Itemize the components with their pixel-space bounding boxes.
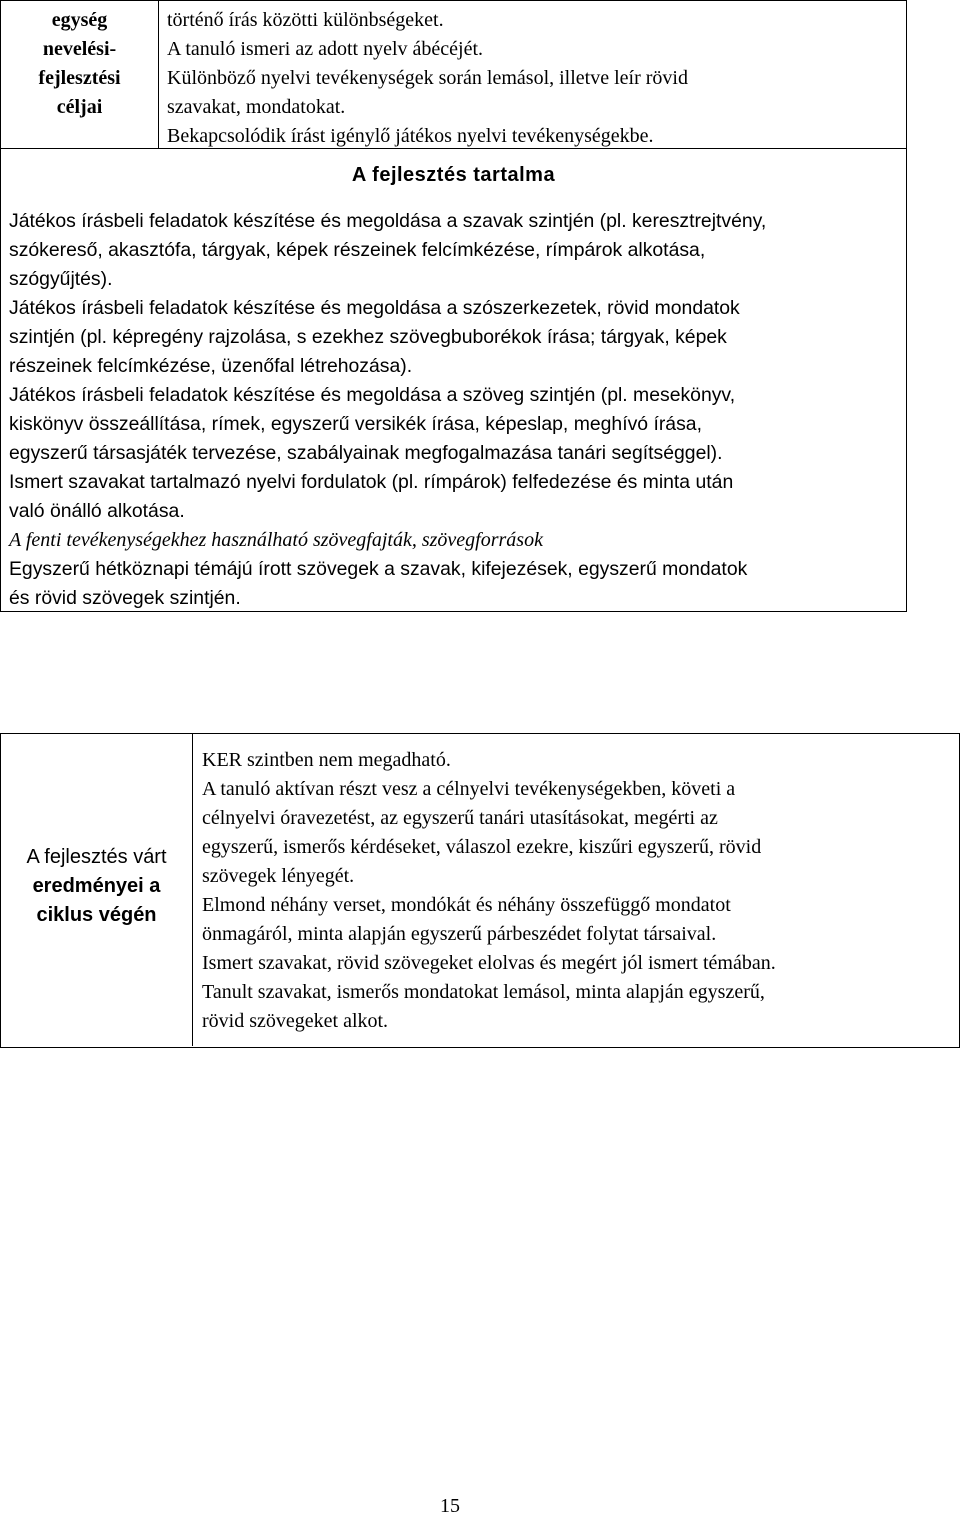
results-label-line: ciklus végén	[36, 903, 157, 926]
body-line: egyszerű társasjáték tervezése, szabályainak megfogalmazása tanári segítséggel).	[9, 442, 723, 464]
body-line: Egyszerű hétköznapi témájú írott szövegek a szavak, kifejezések, egyszerű mondatok	[9, 558, 748, 580]
results-text-cell	[202, 746, 957, 1036]
body-line: szintjén (pl. képregény rajzolása, s ezekhez szövegbuborékok írása; tárgyak, képek	[9, 326, 727, 348]
content-body	[9, 207, 899, 613]
text-types-subheading: A fenti tevékenységekhez használható szövegfajták, szövegforrások	[9, 529, 543, 551]
goals-label-line: fejlesztési	[38, 67, 121, 89]
body-line: Ismert szavakat tartalmazó nyelvi fordulatok (pl. rímpárok) felfedezése és minta után	[9, 471, 734, 493]
goals-label-line: nevelési-	[42, 38, 117, 60]
body-line: Játékos írásbeli feladatok készítése és megoldása a szavak szintjén (pl. keresztrejtvény,	[9, 210, 767, 232]
results-line: Ismert szavakat, rövid szövegeket elolvas és megért jól ismert témában.	[202, 952, 776, 974]
results-line: szövegek lényegét.	[202, 865, 355, 887]
goals-text-cell	[159, 1, 906, 148]
body-line: való önálló alkotása.	[9, 500, 185, 522]
goals-text-line: Különböző nyelvi tevékenységek során lemásol, illetve leír rövid	[167, 67, 688, 89]
results-line: rövid szövegeket alkot.	[202, 1010, 389, 1032]
results-line: Tanult szavakat, ismerős mondatokat lemásol, minta alapján egyszerű,	[202, 981, 765, 1003]
results-line: önmagáról, minta alapján egyszerű párbeszédet folytat társaival.	[202, 923, 717, 945]
results-line: A tanuló aktívan részt vesz a célnyelvi tevékenységekben, követi a	[202, 778, 736, 800]
body-line: kiskönyv összeállítása, rímek, egyszerű versikék írása, képeslap, meghívó írása,	[9, 413, 702, 435]
goals-text-line: Bekapcsolódik írást igénylő játékos nyelvi tevékenységekbe.	[167, 125, 654, 147]
goals-text-line: A tanuló ismeri az adott nyelv ábécéjét.	[167, 38, 483, 60]
goals-text-line: szavakat, mondatokat.	[167, 96, 346, 118]
row-divider	[1, 148, 906, 149]
body-line: szókereső, akasztófa, tárgyak, képek részeinek felcímkézése, rímpárok alkotása,	[9, 239, 706, 261]
goals-label-line: egység	[51, 9, 108, 31]
results-label-cell	[1, 734, 193, 1046]
results-line: egyszerű, ismerős kérdéseket, válaszol ezekre, kiszűri egyszerű, rövid	[202, 836, 762, 858]
section-heading: A fejlesztés tartalma	[351, 164, 556, 186]
results-line: Elmond néhány verset, mondókát és néhány összefüggő mondatot	[202, 894, 731, 916]
results-label-line: eredményei a	[32, 874, 161, 897]
body-line: Játékos írásbeli feladatok készítése és megoldása a szöveg szintjén (pl. mesekönyv,	[9, 384, 736, 406]
body-line: szógyűjtés).	[9, 268, 113, 290]
body-line: Játékos írásbeli feladatok készítése és megoldása a szószerkezetek, rövid mondatok	[9, 297, 740, 319]
results-label-line: A fejlesztés várt	[26, 845, 167, 868]
page-number: 15	[440, 1495, 460, 1517]
goals-label-cell	[1, 1, 159, 148]
body-line: részeinek felcímkézése, üzenőfal létrehozása).	[9, 355, 413, 377]
results-table	[0, 733, 960, 1048]
content-table	[0, 0, 907, 612]
goals-label-line: céljai	[56, 96, 103, 118]
body-line: és rövid szövegek szintjén.	[9, 587, 241, 609]
goals-text-line: történő írás közötti különbségeket.	[167, 9, 444, 31]
results-line: KER szintben nem megadható.	[202, 749, 451, 771]
results-line: célnyelvi óravezetést, az egyszerű tanári utasításokat, megérti az	[202, 807, 718, 829]
